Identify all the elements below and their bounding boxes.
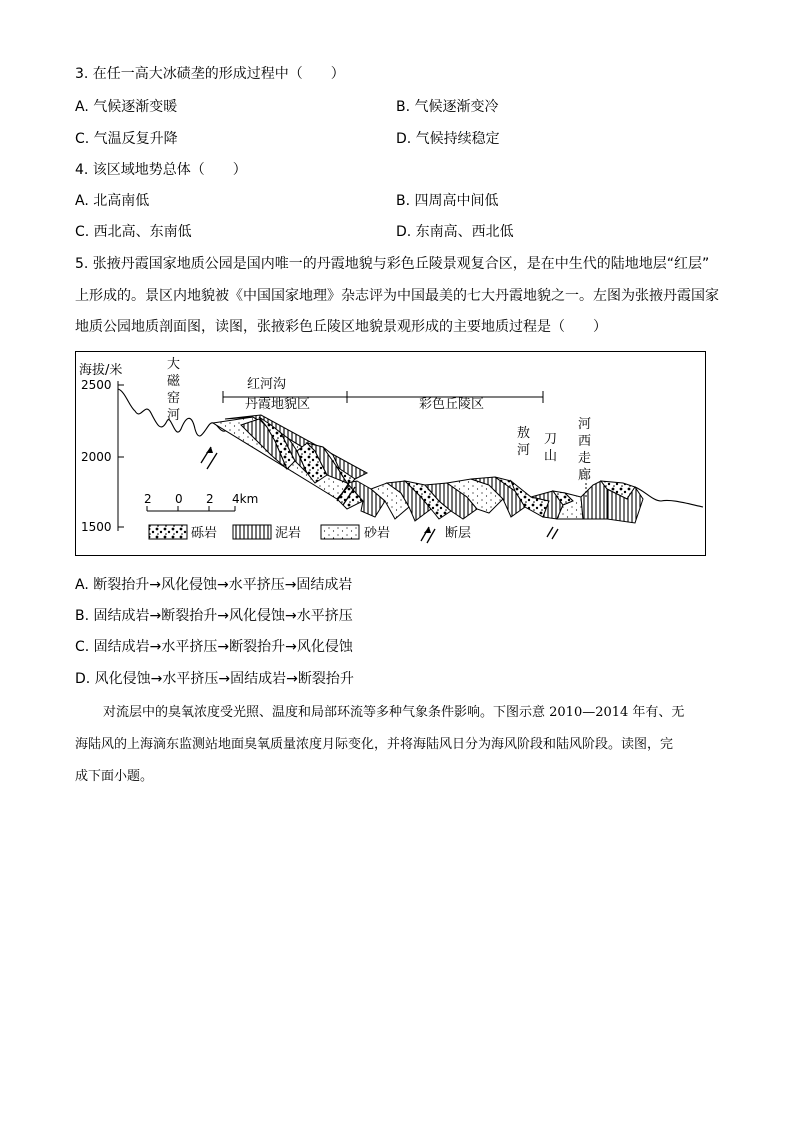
y-tick-label-1500: 1500 xyxy=(81,520,112,534)
svg-text:0: 0 xyxy=(175,492,183,506)
legend-swatch-mudstone xyxy=(233,525,271,539)
svg-text:廊: 廊 xyxy=(578,468,592,483)
svg-text:山: 山 xyxy=(544,449,558,464)
label-caise-zone: 彩色丘陵区 xyxy=(419,397,485,412)
q5-stem-line-1: 5. 张掖丹霞国家地质公园是国内唯一的丹霞地貌与彩色丘陵景观复合区，是在中生代的陆地地层“红层” xyxy=(75,256,710,272)
legend-label-conglomerate: 砾岩 xyxy=(191,526,218,541)
label-danxia-zone: 丹霞地貌区 xyxy=(245,397,311,412)
svg-text:河: 河 xyxy=(167,408,181,423)
svg-text:河: 河 xyxy=(517,443,531,458)
legend-label-mudstone: 泥岩 xyxy=(275,526,302,541)
svg-text:西: 西 xyxy=(578,434,592,449)
legend-label-fault: 断层 xyxy=(445,526,472,541)
q4-option-c[interactable]: C. 西北高、东南低 xyxy=(75,224,192,240)
passage-line-1: 对流层中的臭氧浓度受光照、温度和局部环流等多种气象条件影响。下图示意 2010—2014 年有、无 xyxy=(103,705,685,720)
svg-text:敖: 敖 xyxy=(517,426,531,441)
y-axis-label: 海拔/米 xyxy=(79,363,123,378)
svg-text:窑: 窑 xyxy=(167,391,181,406)
svg-text:2: 2 xyxy=(206,492,214,506)
q4-option-a[interactable]: A. 北高南低 xyxy=(75,193,150,209)
svg-text:2: 2 xyxy=(144,492,152,506)
q5-option-a[interactable]: A. 断裂抬升→风化侵蚀→水平挤压→固结成岩 xyxy=(75,577,353,593)
svg-text:刀: 刀 xyxy=(544,432,558,447)
svg-text:大: 大 xyxy=(167,357,181,372)
q3-option-b[interactable]: B. 气候逐渐变冷 xyxy=(396,99,499,115)
passage-line-3: 成下面小题。 xyxy=(75,769,154,784)
passage-line-2: 海陆风的上海滴东监测站地面臭氧质量浓度月际变化，并将海陆风日分为海风阶段和陆风阶段。读图，完 xyxy=(75,737,674,752)
legend-swatch-sandstone xyxy=(321,525,359,539)
y-tick-label-2000: 2000 xyxy=(81,450,112,464)
q5-stem-line-3: 地质公园地质剖面图，读图，张掖彩色丘陵区地貌景观形成的主要地质过程是（ ） xyxy=(75,319,607,335)
q5-stem-line-2: 上形成的。景区内地貌被《中国国家地理》杂志评为中国最美的七大丹霞地貌之一。左图为张掖丹霞国家 xyxy=(75,288,719,304)
svg-text:磁: 磁 xyxy=(167,374,181,389)
label-honghegou: 红河沟 xyxy=(247,377,287,392)
geologic-profile-svg xyxy=(75,351,706,556)
q3-option-a[interactable]: A. 气候逐渐变暖 xyxy=(75,99,178,115)
q4-option-b[interactable]: B. 四周高中间低 xyxy=(396,193,499,209)
q4-stem: 4. 该区域地势总体（ ） xyxy=(75,162,247,178)
svg-text:走: 走 xyxy=(578,451,592,466)
legend-label-sandstone: 砂岩 xyxy=(364,526,391,541)
geologic-profile-figure xyxy=(75,351,706,556)
svg-text:4km: 4km xyxy=(232,492,259,506)
svg-text:河: 河 xyxy=(578,417,592,432)
q3-option-c[interactable]: C. 气温反复升降 xyxy=(75,131,178,147)
q5-option-d[interactable]: D. 风化侵蚀→水平挤压→固结成岩→断裂抬升 xyxy=(75,671,354,687)
q4-option-d[interactable]: D. 东南高、西北低 xyxy=(396,224,514,240)
q3-option-d[interactable]: D. 气候持续稳定 xyxy=(396,131,500,147)
legend-swatch-conglomerate xyxy=(149,525,187,539)
q5-option-c[interactable]: C. 固结成岩→水平挤压→断裂抬升→风化侵蚀 xyxy=(75,639,353,655)
q3-stem: 3. 在任一高大冰碛垄的形成过程中（ ） xyxy=(75,66,345,82)
q5-option-b[interactable]: B. 固结成岩→断裂抬升→风化侵蚀→水平挤压 xyxy=(75,608,353,624)
y-tick-label-2500: 2500 xyxy=(81,378,112,392)
